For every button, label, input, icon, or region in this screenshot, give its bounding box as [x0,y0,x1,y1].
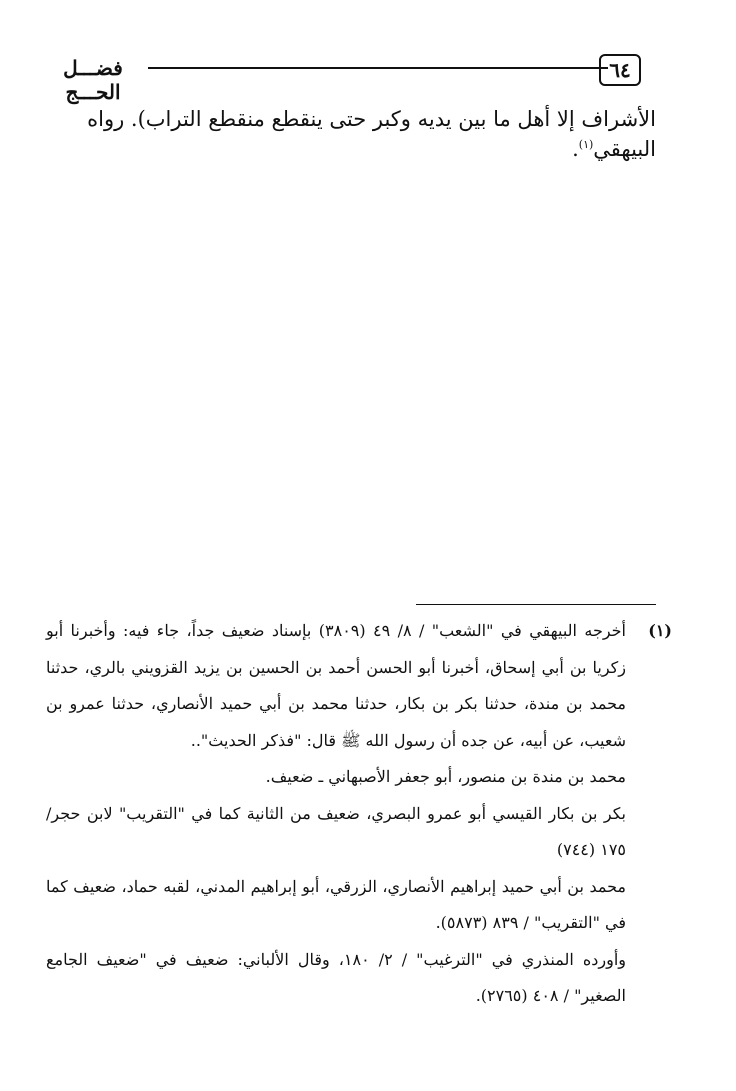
footnote-reference[interactable]: (١) [578,138,594,151]
running-title: فضـــل الحـــج [63,56,123,104]
footnote-paragraph-grading: وأورده المنذري في "الترغيب" / ٢/ ١٨٠، وقال الألباني: ضعيف في "ضعيف الجامع الصغير" / ٤٠٨ (٢٧٦٥). [46,949,626,1005]
main-text-body: الأشراف إلا أهل ما بين يديه وكبر حتى ينقطع منقطع التراب). رواه البيهقي [87,107,656,161]
footnote-paragraph-source: أخرجه البيهقي في "الشعب" / ٨/ ٤٩ (٣٨٠٩) بإسناد ضعيف جداً، جاء فيه: وأخبرنا أبو زكريا بن أبي إسحاق، أخبرنا أبو الحسن أحمد بن الحسين بن يزيد القزويني بالري، حدثنا محمد بن مندة، حدثنا بكر بن بكار، حدثنا محمد بن أبي حميد الأنصاري، حدثنا عمرو بن شعيب، عن أبيه، عن جده أن رسول الله ﷺ قال: "فذكر الحديث".. [46,621,627,750]
footnote-marker: (١) [648,621,672,640]
footnote-1 [46,613,672,1015]
header-rule [148,67,608,69]
page-number: ٦٤ [599,54,641,86]
footnote-paragraph-narrator-1: محمد بن مندة بن منصور، أبو جعفر الأصبهاني ـ ضعيف. [265,767,626,786]
footnote-body [46,613,626,1015]
footnote-paragraph-narrator-2: بكر بن بكار القيسي أبو عمرو البصري، ضعيف من الثانية كما في "التقريب" لابن حجر/ ١٧٥ (٧٤٤) [46,803,626,859]
main-text-closing: . [572,137,579,161]
footnote-paragraph-narrator-3: محمد بن أبي حميد إبراهيم الأنصاري، الزرقي، أبو إبراهيم المدني، لقبه حماد، ضعيف كما في "التقريب" / ٨٣٩ (٥٨٧٣). [46,876,626,932]
main-text [70,104,656,164]
footnote-separator [416,604,656,605]
footnotes-section [46,613,672,1015]
